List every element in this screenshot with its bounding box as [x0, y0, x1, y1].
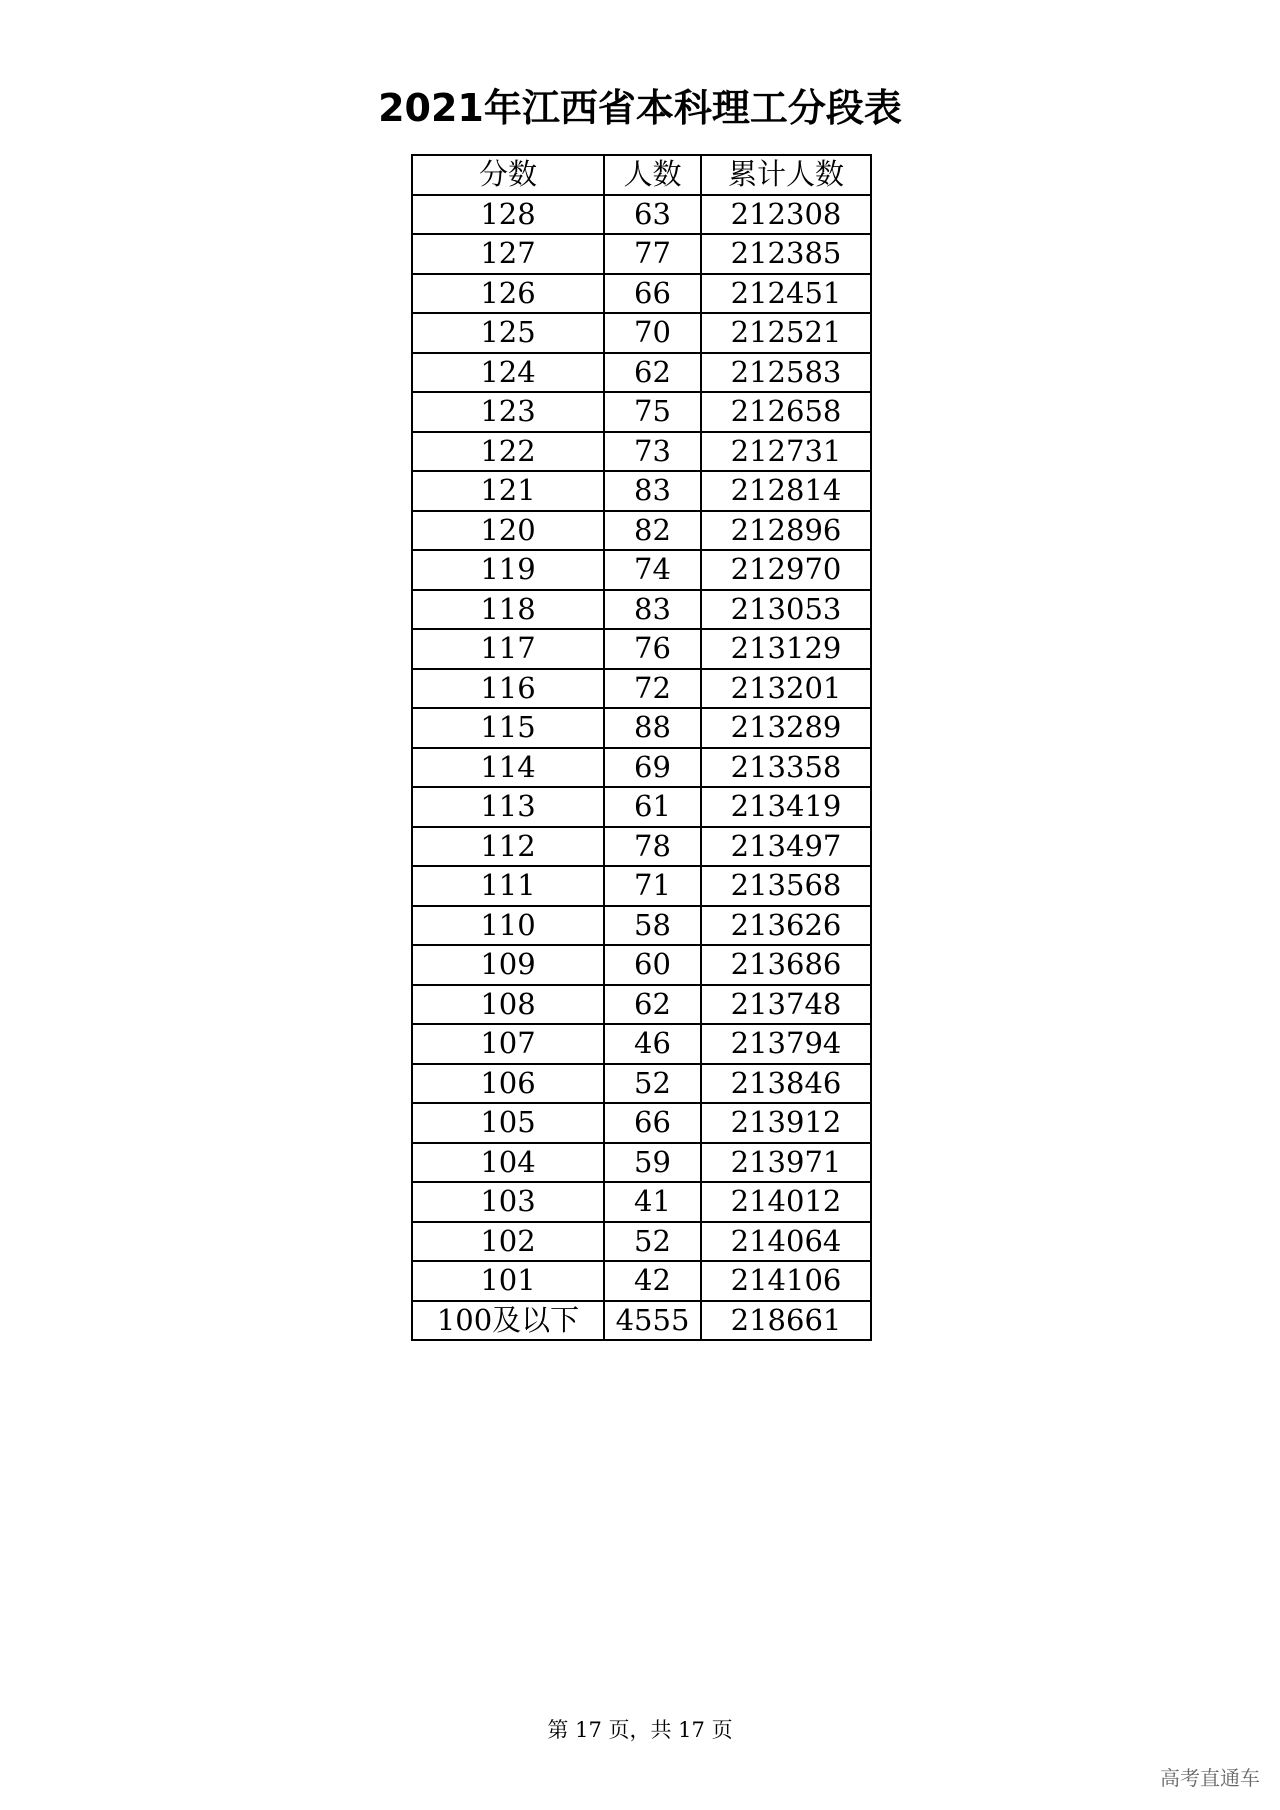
cell-cumulative: 213419 [701, 787, 871, 827]
cell-cumulative: 212731 [701, 432, 871, 472]
cell-cumulative: 212385 [701, 234, 871, 274]
cell-cumulative: 212521 [701, 313, 871, 353]
cell-cumulative: 214064 [701, 1222, 871, 1262]
cell-count: 69 [604, 748, 701, 788]
cell-score: 120 [412, 511, 604, 551]
cell-count: 72 [604, 669, 701, 709]
cell-score: 114 [412, 748, 604, 788]
table-row [412, 1182, 871, 1222]
watermark: 高考直通车 [1160, 1766, 1260, 1790]
cell-count: 63 [604, 195, 701, 235]
cell-score: 106 [412, 1064, 604, 1104]
cell-score: 123 [412, 392, 604, 432]
table-row [412, 1222, 871, 1262]
cell-count: 76 [604, 629, 701, 669]
cell-count: 4555 [604, 1301, 701, 1341]
table-row [412, 787, 871, 827]
page-title: 2021年江西省本科理工分段表 [378, 86, 902, 130]
cell-count: 41 [604, 1182, 701, 1222]
cell-score: 124 [412, 353, 604, 393]
cell-cumulative: 213289 [701, 708, 871, 748]
table-row [412, 945, 871, 985]
cell-count: 74 [604, 550, 701, 590]
cell-count: 75 [604, 392, 701, 432]
cell-count: 60 [604, 945, 701, 985]
cell-cumulative: 213912 [701, 1103, 871, 1143]
cell-cumulative: 212896 [701, 511, 871, 551]
score-table [411, 154, 872, 1341]
cell-count: 62 [604, 985, 701, 1025]
cell-score: 118 [412, 590, 604, 630]
cell-cumulative: 218661 [701, 1301, 871, 1341]
table-row [412, 1261, 871, 1301]
table-row [412, 234, 871, 274]
cell-count: 77 [604, 234, 701, 274]
cell-count: 82 [604, 511, 701, 551]
table-row [412, 471, 871, 511]
cell-count: 70 [604, 313, 701, 353]
cell-count: 71 [604, 866, 701, 906]
table-row [412, 748, 871, 788]
table-header-row [412, 155, 871, 195]
cell-score: 110 [412, 906, 604, 946]
table-row [412, 432, 871, 472]
cell-cumulative: 213053 [701, 590, 871, 630]
cell-score: 117 [412, 629, 604, 669]
header-cumulative: 累计人数 [701, 155, 871, 195]
cell-cumulative: 212970 [701, 550, 871, 590]
table-row [412, 353, 871, 393]
table-row [412, 708, 871, 748]
cell-score: 101 [412, 1261, 604, 1301]
cell-count: 59 [604, 1143, 701, 1183]
cell-count: 73 [604, 432, 701, 472]
cell-score: 126 [412, 274, 604, 314]
page-number: 第 17 页，共 17 页 [547, 1718, 733, 1742]
table-row [412, 313, 871, 353]
cell-cumulative: 214106 [701, 1261, 871, 1301]
cell-cumulative: 212658 [701, 392, 871, 432]
table-row [412, 1301, 871, 1341]
table-row [412, 866, 871, 906]
cell-cumulative: 212451 [701, 274, 871, 314]
table-row [412, 1024, 871, 1064]
cell-score: 128 [412, 195, 604, 235]
table-row [412, 195, 871, 235]
cell-cumulative: 213201 [701, 669, 871, 709]
table-row [412, 550, 871, 590]
cell-cumulative: 213129 [701, 629, 871, 669]
cell-score: 112 [412, 827, 604, 867]
cell-cumulative: 212583 [701, 353, 871, 393]
cell-score: 125 [412, 313, 604, 353]
table-row [412, 629, 871, 669]
cell-count: 66 [604, 274, 701, 314]
table-row [412, 1064, 871, 1104]
table-row [412, 274, 871, 314]
table-row [412, 1143, 871, 1183]
cell-score: 113 [412, 787, 604, 827]
header-score: 分数 [412, 155, 604, 195]
cell-count: 58 [604, 906, 701, 946]
cell-cumulative: 214012 [701, 1182, 871, 1222]
header-count: 人数 [604, 155, 701, 195]
cell-score: 108 [412, 985, 604, 1025]
cell-cumulative: 213568 [701, 866, 871, 906]
cell-score: 103 [412, 1182, 604, 1222]
cell-count: 66 [604, 1103, 701, 1143]
cell-count: 61 [604, 787, 701, 827]
cell-score: 116 [412, 669, 604, 709]
cell-count: 62 [604, 353, 701, 393]
cell-score: 127 [412, 234, 604, 274]
cell-count: 52 [604, 1222, 701, 1262]
cell-count: 88 [604, 708, 701, 748]
table-row [412, 392, 871, 432]
cell-score: 121 [412, 471, 604, 511]
table-row [412, 985, 871, 1025]
table-body [412, 195, 871, 1341]
table-row [412, 827, 871, 867]
cell-cumulative: 212308 [701, 195, 871, 235]
cell-cumulative: 213971 [701, 1143, 871, 1183]
cell-cumulative: 213358 [701, 748, 871, 788]
table-row [412, 511, 871, 551]
cell-cumulative: 212814 [701, 471, 871, 511]
cell-score: 100及以下 [412, 1301, 604, 1341]
cell-count: 83 [604, 590, 701, 630]
cell-count: 52 [604, 1064, 701, 1104]
table-row [412, 669, 871, 709]
cell-score: 105 [412, 1103, 604, 1143]
cell-score: 109 [412, 945, 604, 985]
cell-score: 111 [412, 866, 604, 906]
cell-cumulative: 213497 [701, 827, 871, 867]
cell-cumulative: 213626 [701, 906, 871, 946]
cell-score: 102 [412, 1222, 604, 1262]
cell-cumulative: 213794 [701, 1024, 871, 1064]
cell-count: 42 [604, 1261, 701, 1301]
table-row [412, 1103, 871, 1143]
cell-score: 122 [412, 432, 604, 472]
cell-score: 104 [412, 1143, 604, 1183]
cell-cumulative: 213686 [701, 945, 871, 985]
cell-score: 115 [412, 708, 604, 748]
cell-count: 83 [604, 471, 701, 511]
cell-count: 46 [604, 1024, 701, 1064]
table-row [412, 590, 871, 630]
cell-cumulative: 213846 [701, 1064, 871, 1104]
cell-count: 78 [604, 827, 701, 867]
cell-cumulative: 213748 [701, 985, 871, 1025]
cell-score: 107 [412, 1024, 604, 1064]
cell-score: 119 [412, 550, 604, 590]
table-row [412, 906, 871, 946]
